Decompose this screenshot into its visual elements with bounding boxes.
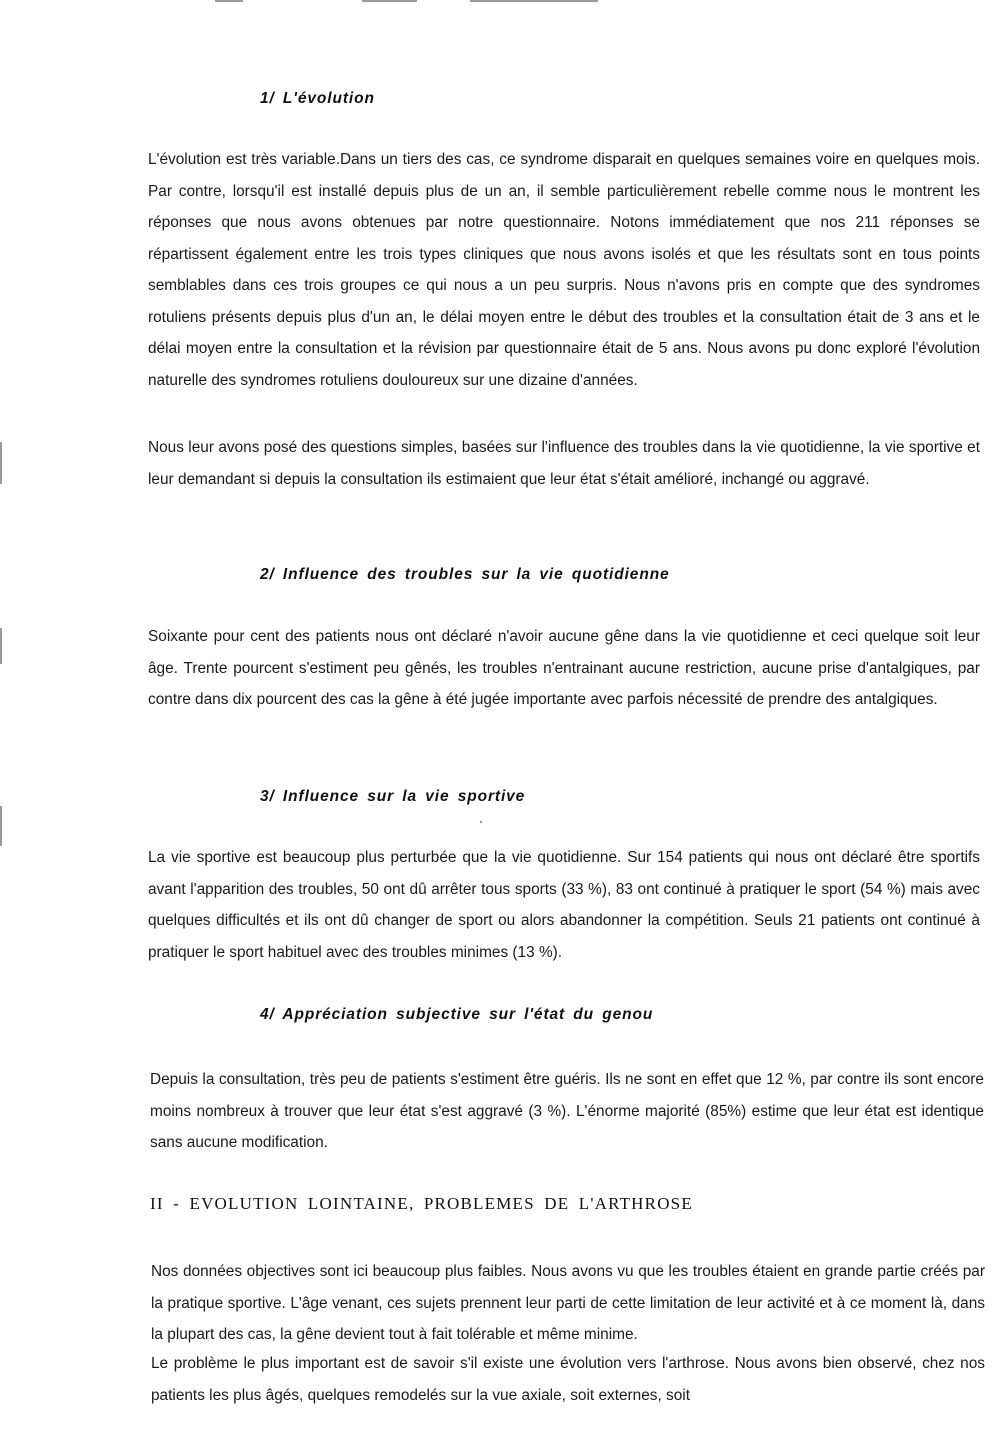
scan-mark-top-left — [215, 0, 243, 2]
paragraph-sport: La vie sportive est beaucoup plus perturbée que la vie quotidienne. Sur 154 patients qui nous ont déclaré être sportifs avant l'apparition des troubles, 50 ont dû arrêter tous sports (33 %), 83 ont continué à pratiquer le sport (54 %) mais avec quelques difficultés et ils ont dû changer de sport ou alors abandonner la compétition. Seuls 21 patients ont continué à pratiquer le sport habituel avec des troubles minimes (13 %). — [148, 849, 980, 961]
paragraph-knee: Depuis la consultation, très peu de patients s'estiment être guéris. Ils ne sont en effet que 12 %, par contre ils sont encore moins nombreux à trouver que leur état s'est aggravé (3 %). L'énorme majorité (85%) estime que leur état est identique sans aucune modification. — [150, 1071, 984, 1151]
section-heading-evolution: 1/ L'évolution — [260, 90, 375, 107]
part-heading-arthrose: II - EVOLUTION LOINTAINE, PROBLEMES DE L'ARTHROSE — [150, 1194, 693, 1213]
paragraph-arthrose-problem: Le problème le plus important est de savoir s'il existe une évolution vers l'arthrose. Nous avons bien observé, chez nos patients les plus âgés, quelques remodelés sur la vue axiale, soit externes, soit — [151, 1355, 985, 1404]
paragraph-daily-life-text: Soixante pour cent des patients nous ont déclaré n'avoir aucune gêne dans la vie quotidienne et ceci quelque soit leur âge. Trente pourcent s'estiment peu gênés, les troubles n'entrainant aucune restriction, aucune prise d'antalgiques, par contre dans dix pourcent des cas la gêne à été jugée importante avec parfois nécessité de prendre des antalgiques. — [148, 628, 980, 708]
section-heading-daily-life: 2/ Influence des troubles sur la vie quotidienne — [260, 566, 670, 583]
section-heading-knee: 4/ Appréciation subjective sur l'état du genou — [260, 1006, 654, 1023]
scan-mark-top-right — [470, 0, 598, 2]
scan-mark-dot — [480, 821, 482, 823]
section-heading-sport: 3/ Influence sur la vie sportive — [260, 788, 526, 805]
paragraph-arthrose-data: Nos données objectives sont ici beaucoup plus faibles. Nous avons vu que les troubles étaient en grande partie créés par la pratique sportive. L'âge venant, ces sujets prennent leur parti de cette limitation de leur activité et à ce moment là, dans la plupart des cas, la gêne devient tout à fait tolérable et même minime. — [151, 1263, 985, 1343]
scan-mark-left-2 — [0, 628, 2, 664]
scan-mark-left-1 — [0, 442, 2, 484]
paragraph-evolution: L'évolution est très variable.Dans un tiers des cas, ce syndrome disparait en quelques semaines voire en quelques mois. Par contre, lorsqu'il est installé depuis plus de un an, il semble particulièrement rebelle comme nous le montrent les réponses que nous avons obtenues par notre questionnaire. Notons immédiatement que nos 211 réponses se répartissent également entre les trois types cliniques que nous avons isolés et que les résultats sont en tous points semblables dans ces trois groupes ce qui nous a un peu surpris. Nous n'avons pris en compte que des syndromes rotuliens présents depuis plus d'un an, le délai moyen entre le début des troubles et la consultation était de 3 ans et le délai moyen entre la consultation et la révision par questionnaire était de 5 ans. Nous avons pu donc exploré l'évolution naturelle des syndromes rotuliens douloureux sur une dizaine d'années. — [148, 151, 980, 389]
scan-mark-left-3 — [0, 806, 2, 846]
scan-mark-top-center — [362, 0, 417, 2]
paragraph-questions: Nous leur avons posé des questions simples, basées sur l'influence des troubles dans la vie quotidienne, la vie sportive et leur demandant si depuis la consultation ils estimaient que leur état s'était amélioré, inchangé ou aggravé. — [148, 439, 980, 488]
